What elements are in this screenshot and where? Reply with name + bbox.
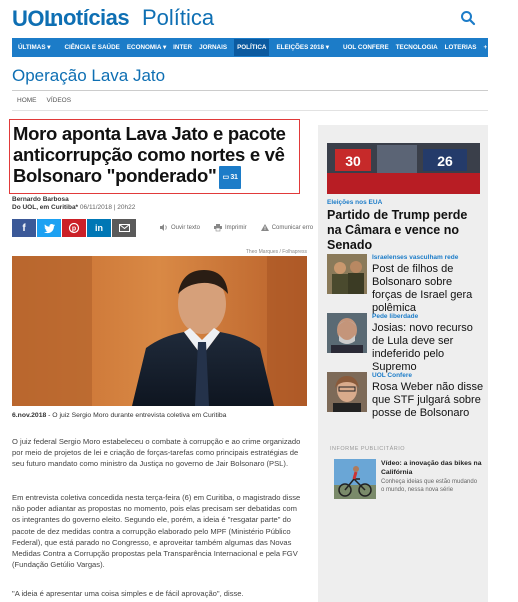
facebook-share-button[interactable] (12, 219, 36, 237)
article-photo[interactable] (12, 256, 307, 406)
nav-item-uol-confere[interactable]: UOL CONFERE (342, 44, 389, 51)
featured-label[interactable]: Eleições nos EUA (327, 199, 383, 206)
sidebar-item-label[interactable]: Pede liberdade (372, 313, 419, 320)
sidebar-item-title[interactable]: Rosa Weber não disse que STF julgará sobre posse de Bolsonaro (372, 381, 484, 419)
printer-icon (214, 224, 222, 231)
uol-logo[interactable]: UOL (12, 6, 57, 31)
ad-body: Conheça ideias que estão mudando o mundo, nessa nova série (381, 479, 478, 493)
article-date: 06/11/2018 (79, 204, 112, 211)
nav-item-inter[interactable]: INTER (173, 44, 193, 51)
article-byline (12, 204, 135, 211)
nav-item-tecnologia[interactable]: TECNOLOGIA (395, 44, 438, 51)
divider (12, 90, 488, 91)
pinterest-share-button[interactable] (62, 219, 86, 237)
article-author: Bernardo Barbosa (12, 196, 69, 203)
section-name[interactable]: Política (142, 5, 215, 30)
article-headline (13, 123, 298, 189)
search-icon[interactable] (460, 10, 476, 26)
sidebar-thumbnail-image (327, 372, 367, 412)
comment-icon: ▭ (222, 173, 231, 181)
facebook-icon: f (22, 222, 26, 234)
article-tools (160, 224, 313, 231)
caption-text: - O juiz Sergio Moro durante entrevista coletiva em Curitiba (46, 412, 227, 419)
sidebar-item-label[interactable]: Israelenses vasculham rede (372, 254, 459, 261)
ad-label: INFORME PUBLICITÁRIO (330, 446, 406, 452)
report-label: Comunicar erro (271, 224, 314, 231)
nav-item-ultimas[interactable]: ÚLTIMAS ▾ (18, 44, 51, 51)
article-source: Do UOL, em Curitiba* (12, 204, 79, 211)
featured-thumbnail-image (327, 143, 480, 194)
article-paragraph: "A ideia é apresentar uma coisa simples e de fácil aprovação", disse. (12, 589, 244, 598)
nav-item-economia[interactable]: ECONOMIA ▾ (126, 44, 167, 51)
listen-label: Ouvir texto (171, 224, 201, 231)
noticias-logo[interactable]: notícias (50, 5, 130, 30)
linkedin-icon: in (95, 223, 103, 233)
sidebar-item-title[interactable]: Josias: novo recurso de Lula deve ser indeferido pelo Supremo (372, 322, 473, 373)
sidebar-thumbnail[interactable] (327, 372, 367, 412)
report-error-button[interactable] (261, 224, 313, 231)
sidebar-item-label[interactable]: UOL Confere (372, 372, 412, 379)
site-header (0, 0, 500, 36)
article-paragraph: Em entrevista coletiva concedida nesta terça-feira (6) em Curitiba, o magistrado disse não poder adiantar as propostas no momento, pois elas precisam ser debatidas com os integrantes do governo eleito. Segundo ele, porém, a ideia é "resgatar parte" do pacote de dez medidas contra a corrupção elaborado pelo MPF (Ministério Público Federal), que está parado no Congresso, e aproveitar também algumas das Novas Medidas Contra a Corrupção propostas pela Transparência Internacional e pela FGV (Fundação Getúlio Vargas). (12, 493, 301, 570)
ad-thumbnail[interactable] (334, 459, 376, 499)
crumb-videos[interactable]: VÍDEOS (46, 97, 72, 104)
ad-title[interactable]: Vídeo: a inovação das bikes na Califórnia (381, 460, 482, 476)
svg-text:p: p (71, 225, 77, 233)
print-label: Imprimir (225, 224, 247, 231)
nav-item-mais-canais[interactable]: + CANAIS ▾ (483, 44, 518, 51)
email-icon (119, 224, 130, 232)
sidebar-thumbnail-image (327, 313, 367, 353)
photo-caption (12, 412, 307, 419)
speaker-icon (160, 224, 168, 231)
ad-thumbnail-image (334, 459, 376, 499)
nav-item-jornais[interactable]: JORNAIS (199, 44, 228, 51)
alert-icon (261, 224, 269, 231)
featured-score-left: 30 (345, 153, 361, 169)
nav-item-loterias[interactable]: LOTERIAS (444, 44, 477, 51)
share-bar (12, 219, 136, 237)
twitter-share-button[interactable] (37, 219, 61, 237)
headline-text: Moro aponta Lava Jato e pacote anticorrupção como nortes e vê Bolsonaro "ponderado" (13, 123, 286, 186)
twitter-icon (44, 224, 55, 233)
date-separator: | (113, 204, 116, 211)
linkedin-share-button[interactable] (87, 219, 111, 237)
article-photo-image (12, 256, 307, 406)
featured-thumbnail[interactable] (327, 143, 480, 194)
crumb-home[interactable]: HOME (17, 97, 37, 104)
comment-count-badge[interactable] (219, 166, 240, 189)
featured-score-right: 26 (437, 153, 453, 169)
page-title[interactable]: Operação Lava Jato (12, 66, 166, 85)
listen-button[interactable] (160, 224, 200, 231)
sidebar-item-title[interactable]: Post de filhos de Bolsonaro sobre forças de Israel gera polêmica (372, 263, 473, 314)
photo-credit: Theo Marques / Folhapress (245, 249, 307, 255)
article-time: 20h22 (117, 204, 136, 211)
comment-count: 31 (230, 173, 238, 181)
featured-title[interactable]: Partido de Trump perde na Câmara e vence no Senado (327, 208, 468, 252)
email-share-button[interactable] (112, 219, 136, 237)
caption-date: 6.nov.2018 (12, 412, 47, 419)
pinterest-icon (69, 223, 79, 233)
nav-item-ciencia-saude[interactable]: CIÊNCIA E SAÚDE (64, 44, 120, 51)
nav-item-politica[interactable]: POLÍTICA (234, 39, 269, 56)
breadcrumb (17, 97, 71, 104)
sidebar-thumbnail[interactable] (327, 313, 367, 353)
article-paragraph: O juiz federal Sergio Moro estabeleceu o combate à corrupção e ao crime organizado por meio de projetos de lei e criação de forças-tarefas como principais estratégias de seu futuro mandato como ministro da Justiça no governo de Jair Bolsonaro (PSL). (12, 437, 301, 469)
sidebar-thumbnail-image (327, 254, 367, 294)
divider (12, 110, 488, 111)
main-nav (12, 38, 518, 57)
sidebar-thumbnail[interactable] (327, 254, 367, 294)
print-button[interactable] (214, 224, 247, 231)
nav-item-eleicoes[interactable]: ELEIÇÕES 2018 ▾ (276, 44, 329, 51)
